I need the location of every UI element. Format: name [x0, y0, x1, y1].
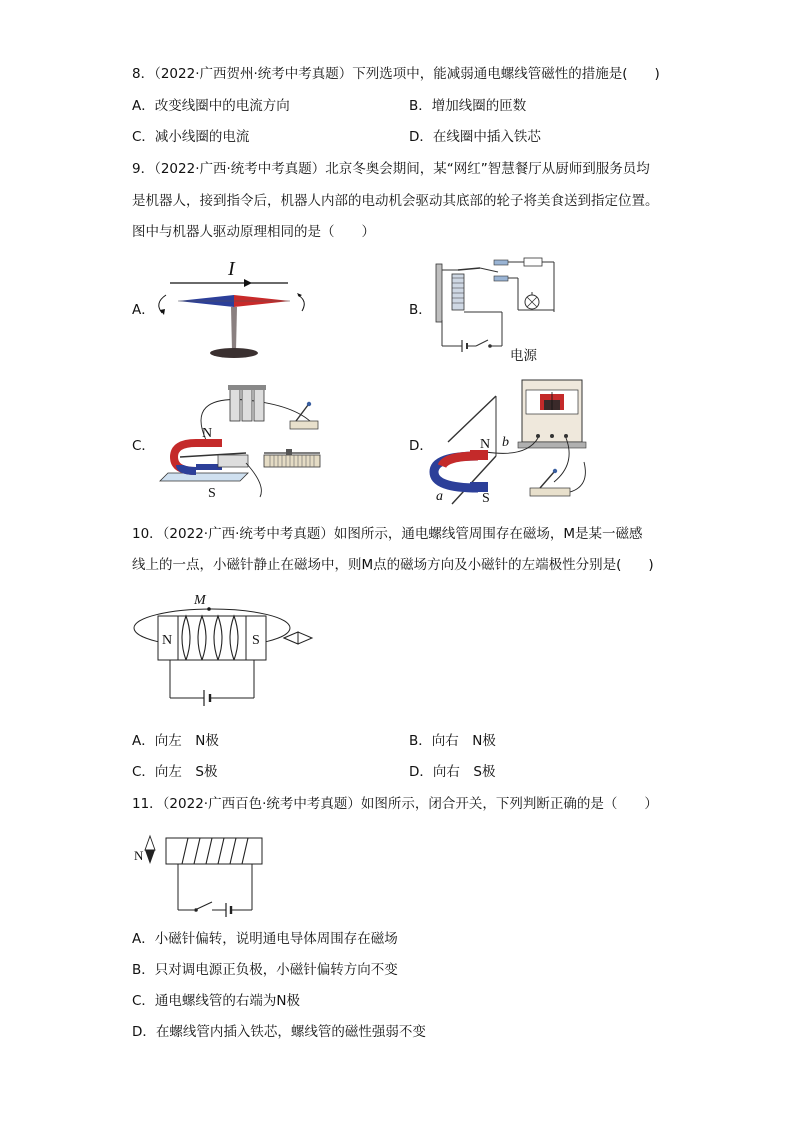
q9-stem-line-2: 是机器人，接到指令后，机器人内部的电动机会驱动其底部的轮子将美食送到指定位置。 — [132, 193, 659, 209]
q9-figure-c — [156, 385, 332, 500]
q9-figure-a — [148, 255, 308, 360]
d-south-label: S — [482, 491, 490, 506]
compass-north-label: N — [134, 848, 144, 863]
q8-option-c: C．减小线圈的电流 — [132, 129, 250, 145]
d-rail-a-label: a — [436, 489, 443, 504]
current-label: I — [228, 258, 235, 280]
q9-label-c: C． — [132, 438, 155, 454]
q9-figure-b — [432, 252, 562, 364]
solenoid-north-label: N — [162, 633, 173, 648]
point-m-label: M — [194, 593, 206, 608]
c-south-label: S — [208, 486, 216, 500]
q8-option-d: D．在线圈中插入铁芯 — [409, 129, 541, 145]
c-north-label: N — [202, 426, 213, 441]
q10-option-d: D．向右 S极 — [409, 764, 496, 780]
q11-option-c: C．通电螺线管的右端为N极 — [132, 993, 301, 1009]
q11-option-a: A．小磁针偏转，说明通电导体周围存在磁场 — [132, 931, 398, 947]
q9-label-d: D． — [409, 438, 433, 454]
q10-stem-line-1: 10．（2022·广西·统考中考真题）如图所示，通电螺线管周围存在磁场，M是某一磁感 — [132, 526, 643, 542]
q9-stem-line-1: 9．（2022·广西·统考中考真题）北京冬奥会期间，某“网红”智慧餐厅从厨师到服务员均 — [132, 161, 650, 177]
q10-option-a: A．向左 N极 — [132, 733, 219, 749]
q11-option-d: D．在螺线管内插入铁芯，螺线管的磁性强弱不变 — [132, 1024, 426, 1040]
q11-option-b: B．只对调电源正负极，小磁针偏转方向不变 — [132, 962, 398, 978]
q8-stem: 8．（2022·广西贺州·统考中考真题）下列选项中，能减弱通电螺线管磁性的措施是( ) — [132, 66, 660, 82]
q8-option-b: B．增加线圈的匝数 — [409, 98, 527, 114]
solenoid-south-label: S — [252, 633, 260, 648]
q10-option-c: C．向左 S极 — [132, 764, 218, 780]
d-rail-b-label: b — [502, 435, 509, 450]
q9-stem-line-3: 图中与机器人驱动原理相同的是（ ） — [132, 224, 375, 240]
d-north-label: N — [480, 437, 491, 452]
power-label: 电源 — [510, 348, 537, 364]
q11-stem: 11．（2022·广西百色·统考中考真题）如图所示，闭合开关，下列判断正确的是（ ） — [132, 796, 658, 812]
q11-figure — [132, 826, 272, 918]
q9-figure-d — [426, 376, 598, 508]
q10-option-b: B．向右 N极 — [409, 733, 496, 749]
q10-stem-line-2: 线上的一点，小磁针静止在磁场中，则M点的磁场方向及小磁针的左端极性分别是( ) — [132, 557, 654, 573]
q8-option-a: A．改变线圈中的电流方向 — [132, 98, 290, 114]
q10-figure — [132, 588, 322, 716]
q9-label-b: B． — [409, 302, 432, 318]
q9-label-a: A． — [132, 302, 155, 318]
